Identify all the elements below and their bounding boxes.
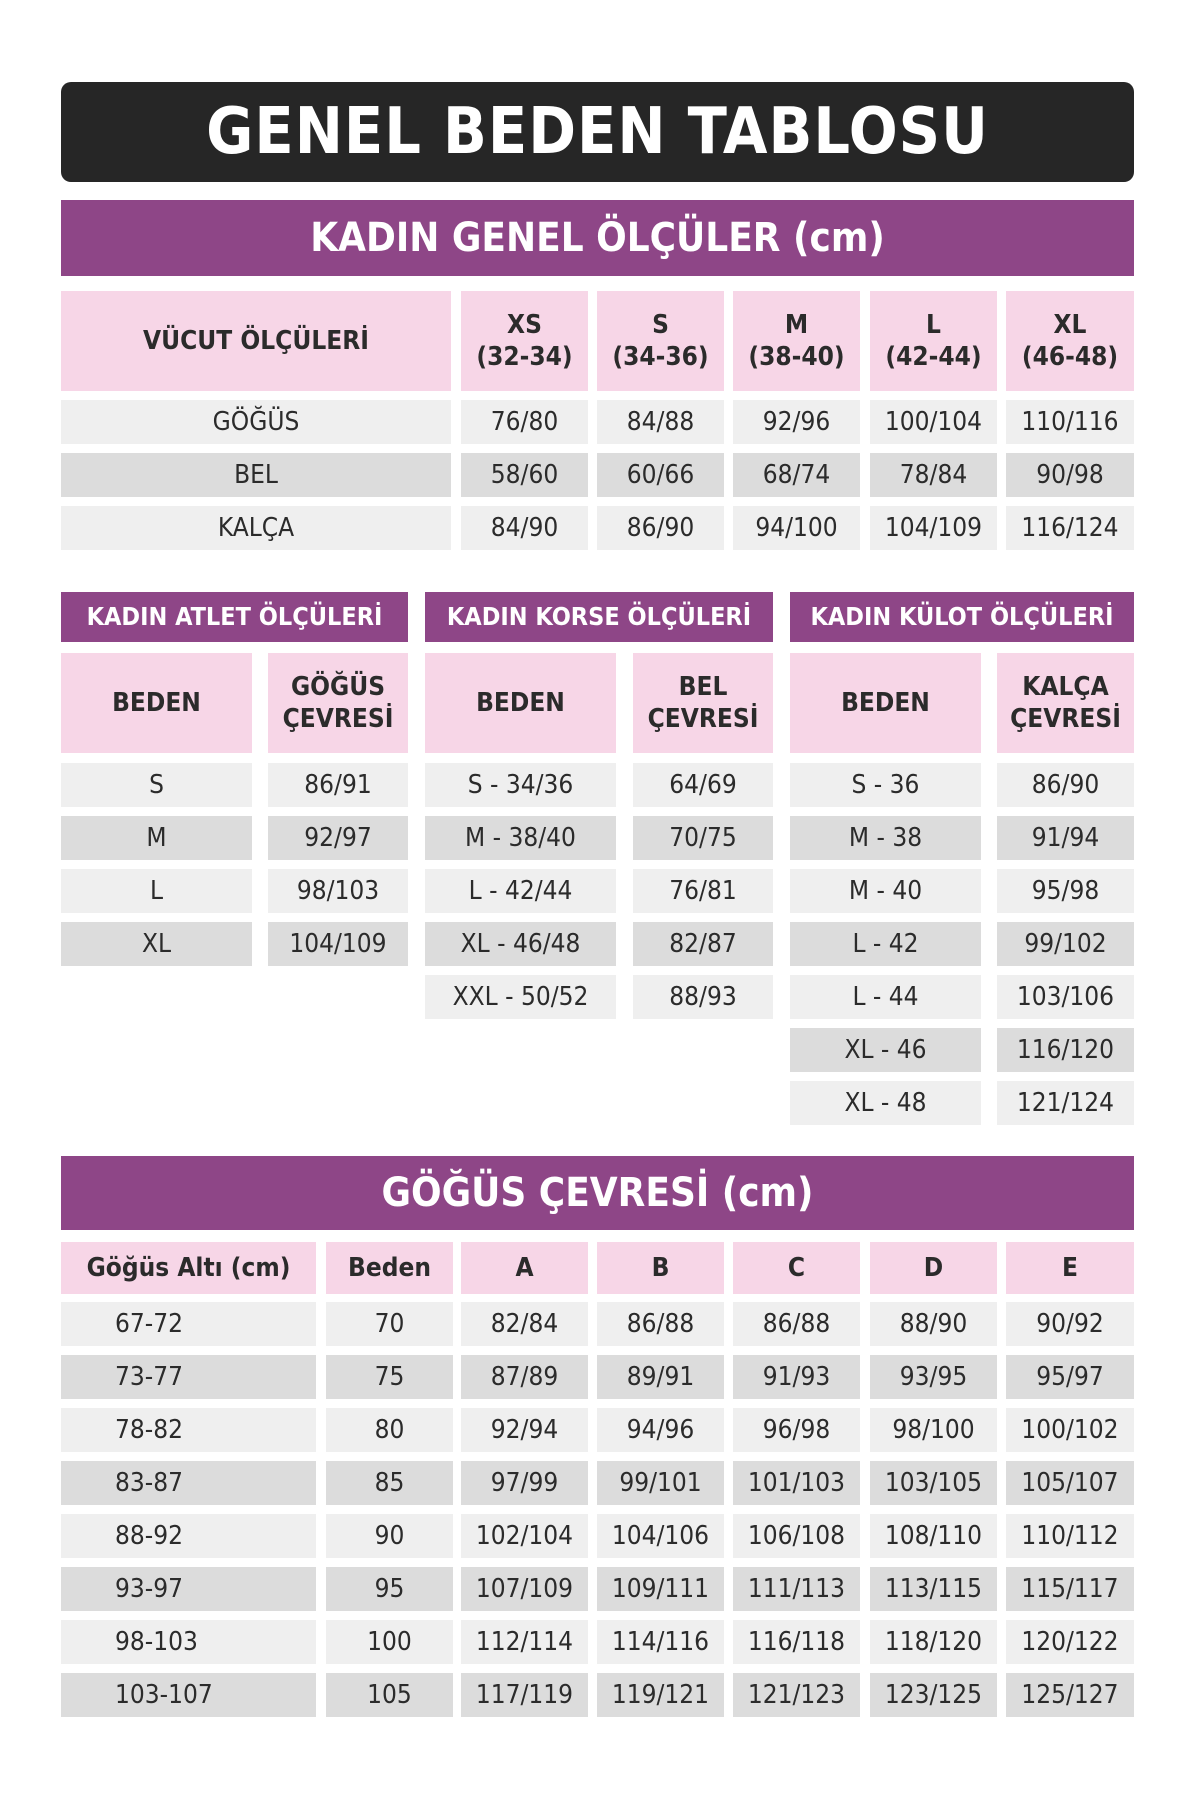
bust-header: B (597, 1242, 724, 1294)
bust-size: 70 (326, 1302, 453, 1346)
bust-cup-b: 94/96 (597, 1408, 724, 1452)
atlet-header-measure (268, 653, 408, 753)
kulot-value: 91/94 (997, 816, 1134, 860)
bust-cup-d: 118/120 (870, 1620, 997, 1664)
size-range: (32-34) (476, 342, 573, 372)
general-cell: 90/98 (1006, 453, 1134, 497)
bust-size: 95 (326, 1567, 453, 1611)
atlet-size: L (61, 869, 252, 913)
bust-cup-a: 87/89 (461, 1355, 588, 1399)
bust-cup-e: 90/92 (1006, 1302, 1134, 1346)
atlet-value: 92/97 (268, 816, 408, 860)
kulot-value: 95/98 (997, 869, 1134, 913)
bust-cup-d: 88/90 (870, 1302, 997, 1346)
bust-underbust: 98-103 (61, 1620, 316, 1664)
size-name: XS (507, 309, 542, 340)
bust-cup-b: 104/106 (597, 1514, 724, 1558)
korse-size: L - 42/44 (425, 869, 616, 913)
kulot-size: S - 36 (790, 763, 981, 807)
bust-cup-e: 95/97 (1006, 1355, 1134, 1399)
header-line: ÇEVRESİ (282, 704, 394, 734)
bust-cup-c: 101/103 (733, 1461, 860, 1505)
page-title-text: GENEL BEDEN TABLOSU (206, 95, 989, 169)
bust-cup-b: 109/111 (597, 1567, 724, 1611)
bust-size: 80 (326, 1408, 453, 1452)
korse-size: XL - 46/48 (425, 922, 616, 966)
korse-value: 76/81 (633, 869, 773, 913)
general-cell: 100/104 (870, 400, 997, 444)
general-section-title (61, 200, 1134, 276)
general-cell: 104/109 (870, 506, 997, 550)
bust-cup-c: 96/98 (733, 1408, 860, 1452)
bust-cup-a: 117/119 (461, 1673, 588, 1717)
bust-unit-text: (cm) (721, 1170, 814, 1216)
bust-cup-a: 112/114 (461, 1620, 588, 1664)
general-size-xs (461, 291, 588, 391)
kulot-header-size: BEDEN (790, 653, 981, 753)
general-cell: 116/124 (1006, 506, 1134, 550)
atlet-value: 86/91 (268, 763, 408, 807)
bust-size: 105 (326, 1673, 453, 1717)
bust-cup-d: 113/115 (870, 1567, 997, 1611)
general-cell: 94/100 (733, 506, 860, 550)
bust-cup-e: 100/102 (1006, 1408, 1134, 1452)
general-unit-text: (cm) (793, 215, 885, 261)
general-cell: 86/90 (597, 506, 724, 550)
kulot-value: 86/90 (997, 763, 1134, 807)
bust-cup-a: 107/109 (461, 1567, 588, 1611)
header-line: GÖĞÜS (290, 671, 386, 702)
size-name: XL (1053, 309, 1087, 340)
kulot-size: M - 40 (790, 869, 981, 913)
bust-cup-c: 106/108 (733, 1514, 860, 1558)
kulot-size: L - 44 (790, 975, 981, 1019)
kulot-value: 121/124 (997, 1081, 1134, 1125)
kulot-header-measure (997, 653, 1134, 753)
size-range: (34-36) (612, 342, 709, 372)
bust-underbust: 83-87 (61, 1461, 316, 1505)
header-line: KALÇA (1022, 671, 1109, 702)
kulot-value: 116/120 (997, 1028, 1134, 1072)
korse-value: 70/75 (633, 816, 773, 860)
general-cell: 60/66 (597, 453, 724, 497)
bust-cup-c: 86/88 (733, 1302, 860, 1346)
general-cell: 76/80 (461, 400, 588, 444)
korse-header-measure (633, 653, 773, 753)
bust-underbust: 103-107 (61, 1673, 316, 1717)
bust-underbust: 67-72 (61, 1302, 316, 1346)
bust-cup-e: 125/127 (1006, 1673, 1134, 1717)
bust-underbust: 88-92 (61, 1514, 316, 1558)
bust-cup-c: 91/93 (733, 1355, 860, 1399)
size-name: S (652, 309, 669, 340)
bust-size: 100 (326, 1620, 453, 1664)
korse-value: 64/69 (633, 763, 773, 807)
general-cell: 58/60 (461, 453, 588, 497)
size-name: M (784, 309, 809, 340)
kulot-size: XL - 48 (790, 1081, 981, 1125)
general-row-label: KALÇA (61, 506, 451, 550)
general-cell: 78/84 (870, 453, 997, 497)
general-cell: 92/96 (733, 400, 860, 444)
bust-header: C (733, 1242, 860, 1294)
kulot-size: L - 42 (790, 922, 981, 966)
bust-cup-a: 102/104 (461, 1514, 588, 1558)
size-range: (38-40) (748, 342, 845, 372)
atlet-value: 98/103 (268, 869, 408, 913)
bust-cup-b: 119/121 (597, 1673, 724, 1717)
bust-cup-b: 86/88 (597, 1302, 724, 1346)
korse-header-size: BEDEN (425, 653, 616, 753)
bust-cup-d: 123/125 (870, 1673, 997, 1717)
bust-section-title (61, 1156, 1134, 1230)
bust-header: Beden (326, 1242, 453, 1294)
bust-title-text: GÖĞÜS ÇEVRESİ (381, 1170, 710, 1216)
size-range: (46-48) (1021, 342, 1119, 372)
bust-cup-d: 103/105 (870, 1461, 997, 1505)
bust-header: A (461, 1242, 588, 1294)
bust-cup-a: 97/99 (461, 1461, 588, 1505)
bust-cup-d: 93/95 (870, 1355, 997, 1399)
atlet-section-title: KADIN ATLET ÖLÇÜLERİ (61, 592, 408, 642)
kulot-section-title: KADIN KÜLOT ÖLÇÜLERİ (790, 592, 1134, 642)
size-name: L (926, 309, 941, 340)
atlet-header-size: BEDEN (61, 653, 252, 753)
bust-underbust: 73-77 (61, 1355, 316, 1399)
size-range: (42-44) (885, 342, 982, 372)
header-line: BEL (678, 671, 728, 702)
bust-size: 75 (326, 1355, 453, 1399)
korse-size: XXL - 50/52 (425, 975, 616, 1019)
bust-cup-e: 105/107 (1006, 1461, 1134, 1505)
bust-cup-e: 120/122 (1006, 1620, 1134, 1664)
atlet-size: S (61, 763, 252, 807)
bust-size: 85 (326, 1461, 453, 1505)
general-row-label: BEL (61, 453, 451, 497)
general-row-label: GÖĞÜS (61, 400, 451, 444)
korse-size: M - 38/40 (425, 816, 616, 860)
bust-cup-b: 89/91 (597, 1355, 724, 1399)
bust-underbust: 93-97 (61, 1567, 316, 1611)
korse-section-title: KADIN KORSE ÖLÇÜLERİ (425, 592, 773, 642)
general-cell: 110/116 (1006, 400, 1134, 444)
bust-cup-c: 111/113 (733, 1567, 860, 1611)
kulot-size: XL - 46 (790, 1028, 981, 1072)
general-cell: 68/74 (733, 453, 860, 497)
kulot-size: M - 38 (790, 816, 981, 860)
bust-cup-e: 115/117 (1006, 1567, 1134, 1611)
general-size-s (597, 291, 724, 391)
general-size-m (733, 291, 860, 391)
bust-cup-b: 99/101 (597, 1461, 724, 1505)
general-title-text: KADIN GENEL ÖLÇÜLER (310, 215, 781, 261)
bust-header: E (1006, 1242, 1134, 1294)
atlet-value: 104/109 (268, 922, 408, 966)
bust-size: 90 (326, 1514, 453, 1558)
kulot-value: 99/102 (997, 922, 1134, 966)
atlet-size: XL (61, 922, 252, 966)
kulot-value: 103/106 (997, 975, 1134, 1019)
general-header-label: VÜCUT ÖLÇÜLERİ (61, 291, 451, 391)
bust-cup-e: 110/112 (1006, 1514, 1134, 1558)
bust-cup-d: 98/100 (870, 1408, 997, 1452)
general-size-l (870, 291, 997, 391)
atlet-size: M (61, 816, 252, 860)
bust-header: Göğüs Altı (cm) (61, 1242, 316, 1294)
page-title (61, 82, 1134, 182)
general-size-xl (1006, 291, 1134, 391)
korse-value: 88/93 (633, 975, 773, 1019)
general-cell: 84/90 (461, 506, 588, 550)
general-cell: 84/88 (597, 400, 724, 444)
bust-cup-b: 114/116 (597, 1620, 724, 1664)
bust-cup-c: 121/123 (733, 1673, 860, 1717)
bust-underbust: 78-82 (61, 1408, 316, 1452)
korse-value: 82/87 (633, 922, 773, 966)
header-line: ÇEVRESİ (647, 704, 759, 734)
korse-size: S - 34/36 (425, 763, 616, 807)
bust-cup-c: 116/118 (733, 1620, 860, 1664)
bust-header: D (870, 1242, 997, 1294)
bust-cup-a: 82/84 (461, 1302, 588, 1346)
bust-cup-a: 92/94 (461, 1408, 588, 1452)
header-line: ÇEVRESİ (1010, 704, 1121, 734)
bust-cup-d: 108/110 (870, 1514, 997, 1558)
